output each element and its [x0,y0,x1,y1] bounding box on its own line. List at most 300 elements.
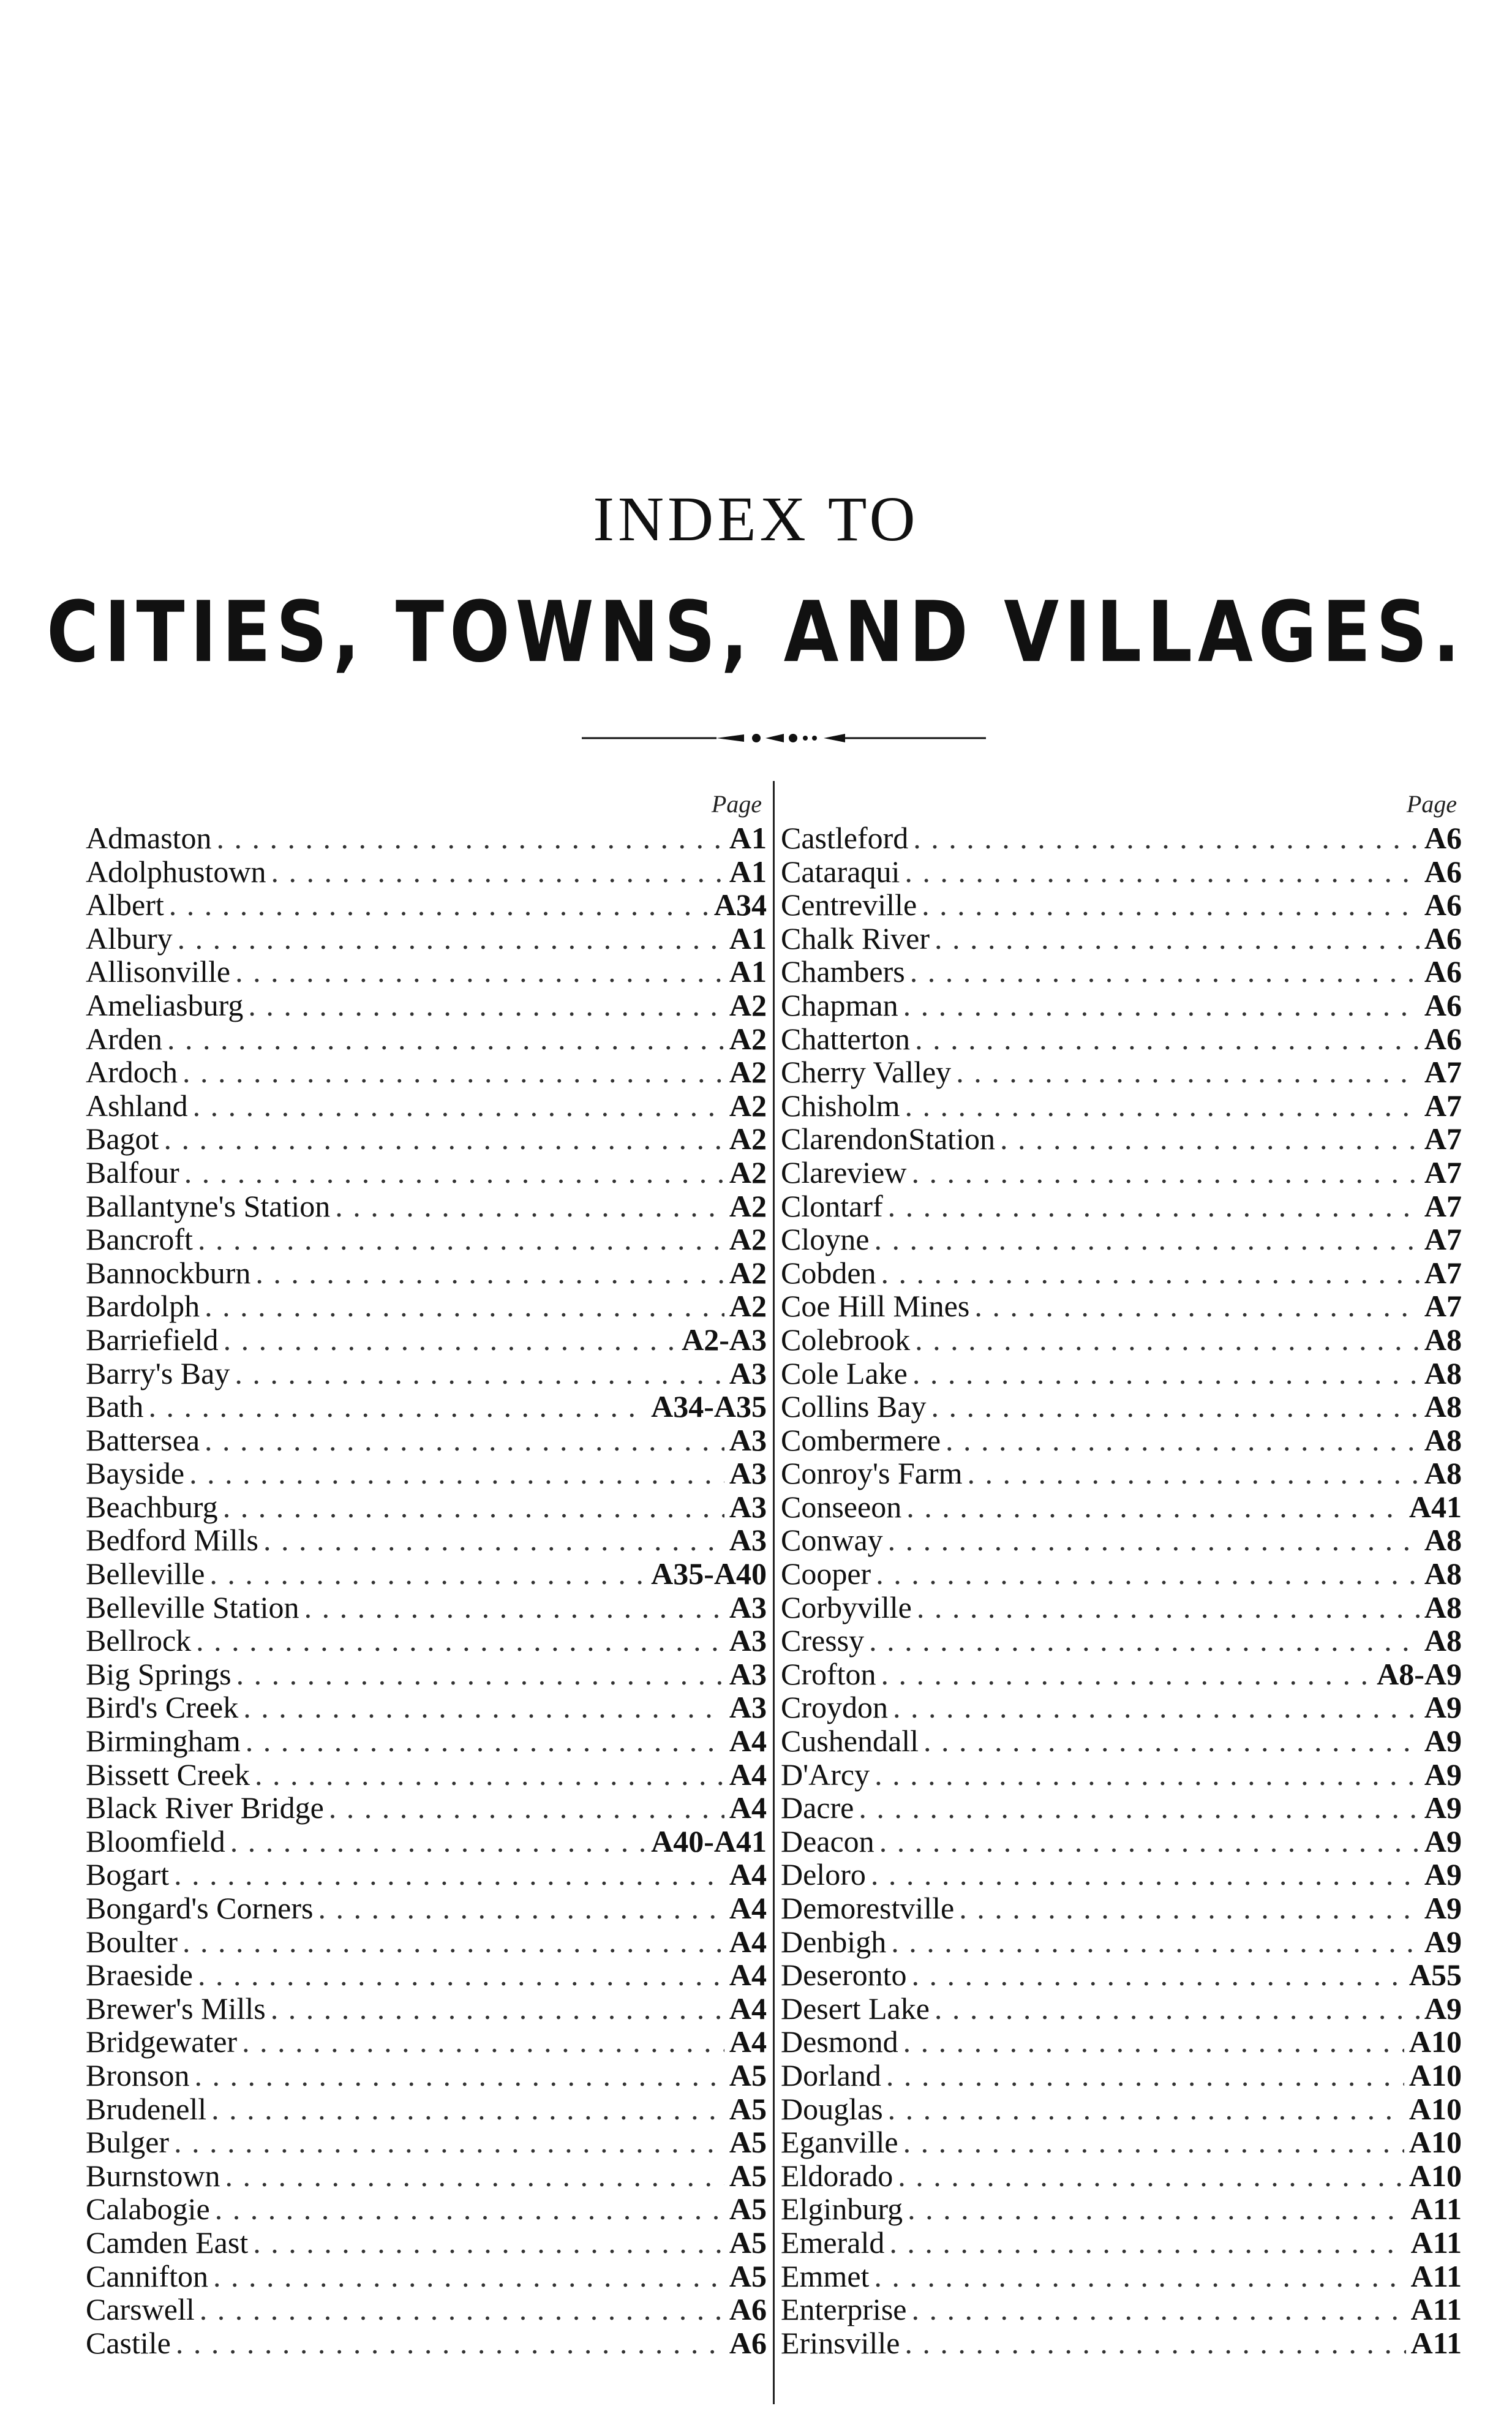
page-reference: A2 [729,1021,767,1056]
dot-leader [879,1825,1420,1858]
page-reference: A1 [729,821,767,855]
dot-leader [200,2293,724,2326]
index-entry [781,888,1462,922]
place-name: Bronson [86,2058,190,2092]
place-name: Belleville Station [86,1590,299,1624]
index-entry [781,922,1462,956]
dot-leader [874,2260,1405,2293]
dot-leader [922,888,1420,922]
page-reference: A3 [729,1523,767,1558]
dot-leader [164,1122,724,1156]
dot-leader [182,1055,724,1089]
page-reference: A6 [1424,987,1462,1022]
page-reference: A9 [1424,1690,1462,1725]
index-entry [86,989,767,1022]
dot-leader [225,2159,724,2193]
index-entry [86,1724,767,1758]
place-name: Battersea [86,1422,200,1457]
place-name: Cannifton [86,2258,208,2293]
index-entry [781,1122,1462,1156]
page-reference: A4 [729,1958,767,1993]
page-reference: A4 [729,1857,767,1892]
index-entry [86,2226,767,2260]
place-name: Clareview [781,1155,907,1190]
place-name: Boulter [86,1924,178,1959]
page-reference: A5 [729,2158,767,2193]
place-name: Chambers [781,954,905,989]
page-reference: A9 [1424,1857,1462,1892]
index-entry [86,1591,767,1624]
place-name: Emmet [781,2258,870,2293]
place-name: Conway [781,1523,883,1558]
dot-leader [246,1724,724,1758]
page-reference: A2 [729,1289,767,1324]
place-name: Bongard's Corners [86,1891,314,1925]
place-name: Chisholm [781,1088,900,1123]
index-entry [781,1925,1462,1959]
dot-leader [217,821,724,855]
index-column-right [781,787,1462,2359]
page-reference: A55 [1409,1958,1462,1993]
dot-leader [905,2326,1405,2360]
page-reference: A5 [729,2091,767,2126]
index-entry [781,2159,1462,2193]
index-entry [781,1992,1462,2026]
index-entry [86,855,767,889]
page-reference: A40-A41 [651,1824,767,1858]
page-reference: A8 [1424,1389,1462,1424]
ornament-rule [582,731,986,745]
page-reference: A1 [729,921,767,956]
place-name: D'Arcy [781,1757,870,1792]
index-entry [86,2326,767,2360]
page-reference: A9 [1424,1924,1462,1959]
page-reference: A5 [729,2225,767,2260]
place-name: Brewer's Mills [86,1991,266,2026]
dot-leader [886,2059,1404,2092]
place-name: Bedford Mills [86,1523,258,1558]
page-reference: A4 [729,1924,767,1959]
index-entry [86,2126,767,2159]
dot-leader [193,1089,724,1123]
index-entry [86,1256,767,1290]
page-reference: A35-A40 [651,1556,767,1591]
page-reference: A9 [1424,1891,1462,1925]
dot-leader [889,2226,1405,2260]
page-reference: A6 [1424,921,1462,956]
index-entry [781,1658,1462,1691]
dot-leader [891,1925,1420,1959]
page-reference: A10 [1409,2058,1462,2092]
place-name: Crofton [781,1656,876,1691]
dot-leader [304,1591,724,1624]
place-name: Ardoch [86,1055,178,1090]
index-entry [86,1892,767,1925]
index-entry [781,1825,1462,1858]
index-entry [86,1022,767,1056]
place-name: Clontarf [781,1188,883,1223]
page-reference: A34 [713,888,767,922]
place-name: Cataraqui [781,854,900,889]
index-entry [86,1190,767,1223]
index-entry [86,1490,767,1524]
page-reference: A2 [729,1188,767,1223]
dot-leader [946,1424,1420,1457]
place-name: Emerald [781,2225,885,2260]
index-column-left [86,787,767,2359]
index-entry [781,1089,1462,1123]
page-reference: A3 [729,1456,767,1491]
index-entry [86,1758,767,1792]
index-entry [86,1357,767,1390]
index-title: INDEX TO [593,484,919,554]
place-name: Elginburg [781,2192,903,2227]
page-reference: A3 [729,1623,767,1658]
dot-leader [888,2092,1404,2126]
page-reference: A5 [729,2058,767,2092]
place-name: Braeside [86,1958,193,1993]
page-reference: A6 [729,2292,767,2327]
dot-leader [205,1424,724,1457]
index-entry [781,2293,1462,2326]
page-reference: A9 [1424,1790,1462,1825]
place-name: Black River Bridge [86,1790,324,1825]
dot-leader [243,1691,724,1724]
dot-leader [271,1992,724,2026]
dot-leader [235,955,724,989]
page-reference: A8 [1424,1356,1462,1390]
index-list [781,821,1462,2359]
dot-leader [174,1858,724,1892]
page-reference: A8 [1424,1623,1462,1658]
index-entry [781,955,1462,989]
index-entry [781,2192,1462,2226]
dot-leader [874,1758,1420,1792]
dot-leader [931,1390,1420,1424]
page-reference: A9 [1424,1824,1462,1858]
page-reference: A10 [1409,2024,1462,2059]
dot-leader [881,1658,1372,1691]
index-entry [781,1758,1462,1792]
dot-leader [968,1457,1420,1490]
index-entry [781,989,1462,1022]
place-name: Barry's Bay [86,1356,230,1390]
page-reference: A7 [1424,1055,1462,1090]
page-reference: A4 [729,1757,767,1792]
dot-leader [196,1624,724,1658]
place-name: Calabogie [86,2192,210,2227]
dot-leader [888,1523,1420,1557]
page-reference: A2 [729,1088,767,1123]
dot-leader [888,1190,1420,1223]
dot-leader [917,1591,1420,1624]
index-entry [781,1156,1462,1190]
dot-leader [903,2025,1404,2059]
index-subtitle: CITIES, TOWNS, AND VILLAGES. [47,583,1465,682]
place-name: Bulger [86,2125,170,2160]
page-reference: A6 [1424,1021,1462,1056]
page-reference: A2 [729,1055,767,1090]
dot-leader [205,1289,724,1323]
index-entry [781,2126,1462,2159]
index-entry [781,1022,1462,1056]
page-reference: A3 [729,1590,767,1624]
dot-leader [876,1557,1420,1591]
index-entry [781,1424,1462,1457]
place-name: Bissett Creek [86,1757,250,1792]
place-name: Bogart [86,1857,170,1892]
index-entry [781,1858,1462,1892]
place-name: Chalk River [781,921,930,956]
place-name: Admaston [86,821,212,855]
index-entry [781,1892,1462,1925]
page-reference: A5 [729,2125,767,2160]
dot-leader [908,2192,1406,2226]
place-name: Bayside [86,1456,185,1491]
dot-leader [905,855,1420,889]
index-entry [86,1825,767,1858]
dot-leader [869,1624,1420,1658]
dot-leader [230,1825,646,1858]
dot-leader [174,2126,724,2159]
dot-leader [182,1925,724,1959]
place-name: Carswell [86,2292,195,2327]
index-entry [86,1323,767,1357]
dot-leader [1000,1122,1420,1156]
dot-leader [859,1791,1420,1825]
index-entry [86,1658,767,1691]
index-entry [86,955,767,989]
page-reference: A10 [1409,2125,1462,2160]
place-name: Cloyne [781,1222,870,1257]
page-reference: A8-A9 [1377,1656,1462,1691]
dot-leader [255,1758,724,1792]
dot-leader [911,1156,1419,1190]
index-entry [86,1424,767,1457]
place-name: Coe Hill Mines [781,1289,970,1324]
place-name: Cushendall [781,1724,919,1759]
place-name: Albury [86,921,173,956]
page-reference: A2 [729,1122,767,1156]
place-name: Cherry Valley [781,1055,952,1090]
dot-leader [215,2192,724,2226]
dot-leader [956,1055,1420,1089]
page-reference: A7 [1424,1188,1462,1223]
dot-leader [211,2092,724,2126]
index-entry [781,821,1462,855]
page-reference: A8 [1424,1456,1462,1491]
index-entry [86,2159,767,2193]
dot-leader [911,2293,1405,2326]
index-entry [86,888,767,922]
page-reference: A7 [1424,1088,1462,1123]
place-name: Cressy [781,1623,865,1658]
place-name: Desert Lake [781,1991,930,2026]
place-name: Albert [86,888,164,922]
page-reference: A5 [729,2258,767,2293]
page-reference: A9 [1424,1991,1462,2026]
index-entry [86,2025,767,2059]
place-name: Collins Bay [781,1389,927,1424]
index-list [86,821,767,2359]
page-reference: A8 [1424,1422,1462,1457]
index-entry [86,1858,767,1892]
index-entry [781,1256,1462,1290]
place-name: Chatterton [781,1021,911,1056]
dot-leader [935,922,1420,956]
place-name: Birmingham [86,1724,241,1759]
index-entry [86,2260,767,2293]
place-name: Bagot [86,1122,159,1156]
page-reference: A6 [1424,821,1462,855]
page-reference: A41 [1409,1489,1462,1524]
page-reference: A4 [729,2024,767,2059]
page-reference: A5 [729,2192,767,2227]
page-reference: A3 [729,1356,767,1390]
dot-leader [194,2059,724,2092]
page-reference: A11 [1410,2292,1462,2327]
dot-leader [198,1223,724,1256]
dot-leader [213,2260,724,2293]
dot-leader [335,1190,724,1223]
page-reference: A8 [1424,1590,1462,1624]
dot-leader [148,1390,646,1424]
place-name: Centreville [781,888,917,922]
place-name: Ballantyne's Station [86,1188,331,1223]
page-reference: A6 [1424,888,1462,922]
dot-leader [178,922,724,956]
dot-leader [905,1089,1419,1123]
place-name: Bloomfield [86,1824,225,1858]
dot-leader [881,1256,1420,1290]
place-name: Arden [86,1021,162,1056]
page-reference: A7 [1424,1222,1462,1257]
dot-leader [189,1457,724,1490]
index-entry [86,1691,767,1724]
page-reference: A4 [729,1891,767,1925]
dot-leader [910,955,1420,989]
page-reference: A9 [1424,1757,1462,1792]
dot-leader [893,1691,1420,1724]
place-name: Colebrook [781,1322,911,1357]
place-name: Eldorado [781,2158,893,2193]
dot-leader [235,1357,724,1390]
place-name: Chapman [781,987,898,1022]
index-entry [781,2326,1462,2360]
place-name: Conroy's Farm [781,1456,963,1491]
page-reference: A10 [1409,2158,1462,2193]
place-name: Cooper [781,1556,871,1591]
place-name: Croydon [781,1690,888,1725]
page-reference: A7 [1424,1289,1462,1324]
page-reference: A4 [729,1790,767,1825]
page-reference: A7 [1424,1155,1462,1190]
page-reference: A34-A35 [651,1389,767,1424]
index-entry [781,2226,1462,2260]
place-name: Douglas [781,2091,883,2126]
dot-leader [974,1289,1420,1323]
page-reference: A6 [1424,954,1462,989]
index-entry [86,2293,767,2326]
page-reference: A4 [729,1724,767,1759]
index-entry [781,1457,1462,1490]
dot-leader [263,1523,724,1557]
page-reference: A3 [729,1422,767,1457]
dot-leader [223,1490,724,1524]
dot-leader [242,2025,724,2059]
dot-leader [271,855,724,889]
index-entry [781,1591,1462,1624]
place-name: Belleville [86,1556,205,1591]
index-entry [781,1724,1462,1758]
index-entry [781,1357,1462,1390]
index-entry [781,1557,1462,1591]
page-reference: A8 [1424,1556,1462,1591]
index-entry [86,1089,767,1123]
page-reference: A1 [729,954,767,989]
dot-leader [184,1156,724,1190]
page-reference: A1 [729,854,767,889]
place-name: Bath [86,1389,144,1424]
dot-leader [167,1022,724,1056]
index-entry [86,1289,767,1323]
place-name: Dacre [781,1790,854,1825]
index-entry [781,1390,1462,1424]
page-reference: A10 [1409,2091,1462,2126]
page-reference: A4 [729,1991,767,2026]
place-name: ClarendonStation [781,1122,995,1156]
page-reference: A6 [729,2325,767,2360]
index-entry [781,1289,1462,1323]
dot-leader [898,2159,1404,2193]
page-reference: A9 [1424,1724,1462,1759]
page-reference: A11 [1410,2192,1462,2227]
dot-leader [253,2226,724,2260]
page-reference: A2 [729,1255,767,1290]
place-name: Enterprise [781,2292,907,2327]
dot-leader [248,989,724,1022]
index-entry [781,2025,1462,2059]
place-name: Big Springs [86,1656,231,1691]
dot-leader [169,888,709,922]
page-column-header: Page [711,790,762,818]
index-entry [781,1624,1462,1658]
page-reference: A7 [1424,1255,1462,1290]
dot-leader [329,1791,724,1825]
page-reference: A2 [729,1222,767,1257]
index-entry [781,1055,1462,1089]
place-name: Brudenell [86,2091,207,2126]
place-name: Ameliasburg [86,987,244,1022]
column-divider [773,781,775,2404]
place-name: Eganville [781,2125,898,2160]
place-name: Dorland [781,2058,881,2092]
index-entry [86,1925,767,1959]
dot-leader [923,1724,1420,1758]
page-reference: A3 [729,1656,767,1691]
index-entry [781,1523,1462,1557]
dot-leader [913,821,1420,855]
page-reference: A11 [1410,2225,1462,2260]
place-name: Erinsville [781,2325,900,2360]
page-reference: A2 [729,1155,767,1190]
index-entry [86,1557,767,1591]
index-entry [86,922,767,956]
place-name: Deacon [781,1824,874,1858]
page-reference: A6 [1424,854,1462,889]
index-entry [86,1958,767,1992]
index-entry [781,1958,1462,1992]
